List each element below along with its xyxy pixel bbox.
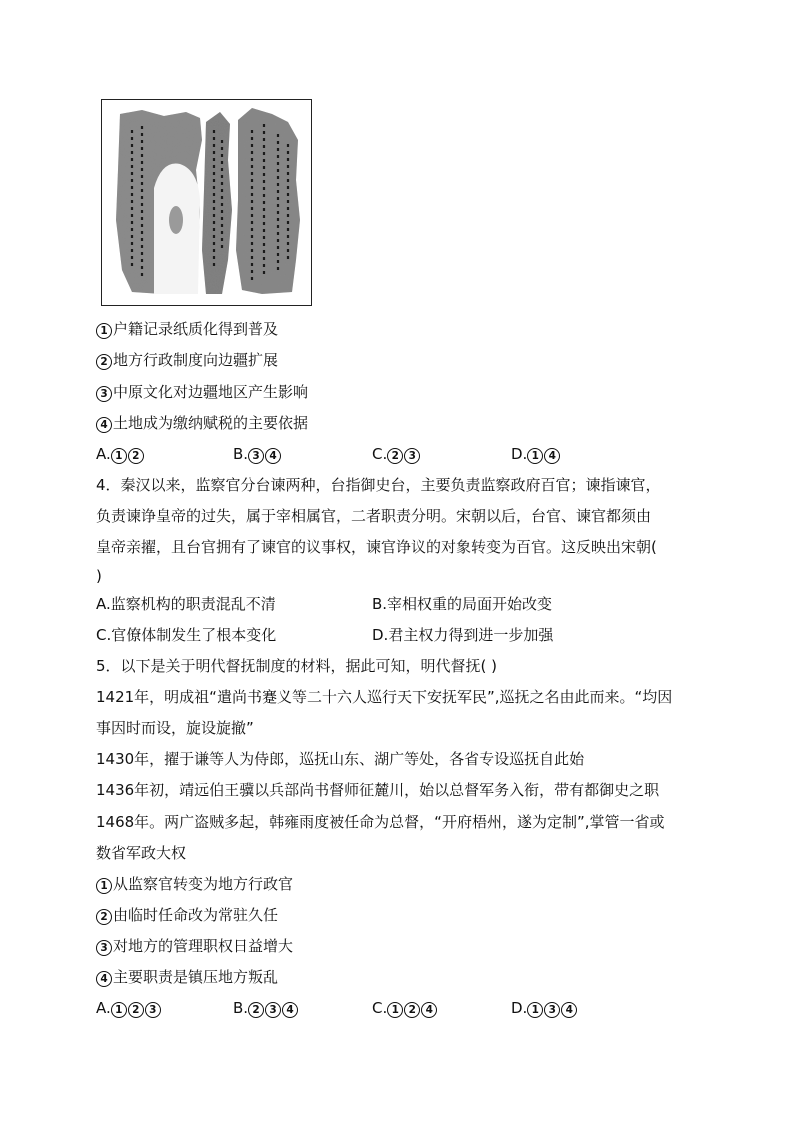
q5-material-line-4: 1436年初，靖远伯王骥以兵部尚书督师征麓川，始以总督军务入衔，带有都御史之职 <box>96 781 660 799</box>
q5-option-c[interactable] <box>372 998 438 1018</box>
q3-statement-1 <box>96 319 278 339</box>
statement-text: 中原文化对边疆地区产生影响 <box>113 383 309 401</box>
circled-number: 3 <box>404 448 420 464</box>
option-letter: C. <box>372 445 388 463</box>
circled-number: 2 <box>387 448 403 464</box>
circled-number: 1 <box>111 448 127 464</box>
option-letter: B. <box>233 999 249 1017</box>
circled-number: 4 <box>544 448 560 464</box>
circled-number: 3 <box>145 1002 161 1018</box>
q3-statement-3 <box>96 382 308 402</box>
circled-number: 4 <box>265 448 281 464</box>
statement-text: 对地方的管理职权日益增大 <box>113 937 294 955</box>
circled-number: 1 <box>527 1002 543 1018</box>
q5-material-line-3: 1430年，擢于谦等人为侍郎，巡抚山东、湖广等处，各省专设巡抚自此始 <box>96 750 585 768</box>
statement-text: 主要职责是镇压地方叛乱 <box>113 968 279 986</box>
option-letter: C. <box>372 999 388 1017</box>
circled-number: 2 <box>128 1002 144 1018</box>
q4-option-a[interactable]: A.监察机构的职责混乱不清 <box>96 595 276 613</box>
circled-number: 1 <box>96 878 112 894</box>
q4-stem-line-3: 皇帝亲擢，且台官拥有了谏官的议事权，谏官诤议的对象转变为百官。这反映出宋朝( <box>96 538 657 556</box>
q5-material-line-5: 1468年。两广盗贼多起，韩雍雨度被任命为总督，“开府梧州，遂为定制”,掌管一省或 <box>96 813 665 831</box>
option-letter: D. <box>511 999 528 1017</box>
q5-statement-1 <box>96 874 293 894</box>
circled-number: 4 <box>282 1002 298 1018</box>
circled-number: 3 <box>96 386 112 402</box>
q3-option-d[interactable] <box>511 444 561 464</box>
circled-number: 1 <box>387 1002 403 1018</box>
circled-number: 1 <box>111 1002 127 1018</box>
manuscript-fragments-image <box>102 100 312 306</box>
q5-material-line-1: 1421年，明成祖“遣尚书蹇义等二十六人巡行天下安抚军民”,巡抚之名由此而来。“均因 <box>96 688 673 706</box>
circled-number: 4 <box>561 1002 577 1018</box>
circled-number: 2 <box>128 448 144 464</box>
q5-material-line-6: 数省军政大权 <box>96 844 187 862</box>
circled-number: 2 <box>96 909 112 925</box>
q4-option-c[interactable]: C.官僚体制发生了根本变化 <box>96 626 277 644</box>
circled-number: 2 <box>248 1002 264 1018</box>
statement-text: 由临时任命改为常驻久任 <box>113 906 279 924</box>
circled-number: 4 <box>96 971 112 987</box>
q5-stem: 5．以下是关于明代督抚制度的材料，据此可知，明代督抚( ) <box>96 657 498 675</box>
q4-stem-line-1: 4．秦汉以来，监察官分台谏两种，台指御史台，主要负责监察政府百官；谏指谏官， <box>96 476 661 494</box>
q5-statement-2 <box>96 905 278 925</box>
option-letter: A. <box>96 999 111 1017</box>
q3-option-a[interactable] <box>96 444 145 464</box>
statement-text: 地方行政制度向边疆扩展 <box>113 351 279 369</box>
q5-statement-4 <box>96 967 278 987</box>
option-letter: D. <box>511 445 528 463</box>
q3-statement-2 <box>96 350 278 370</box>
q4-stem-line-4: ) <box>96 567 102 585</box>
q5-option-a[interactable] <box>96 998 162 1018</box>
q3-option-c[interactable] <box>372 444 421 464</box>
statement-text: 土地成为缴纳赋税的主要依据 <box>113 414 309 432</box>
circled-number: 2 <box>404 1002 420 1018</box>
circled-number: 1 <box>527 448 543 464</box>
q3-statement-4 <box>96 413 308 433</box>
q5-material-line-2: 事因时而设，旋设旋撤” <box>96 719 254 737</box>
q5-option-d[interactable] <box>511 998 578 1018</box>
option-letter: B. <box>233 445 249 463</box>
q5-statement-3 <box>96 936 293 956</box>
circled-number: 3 <box>248 448 264 464</box>
q4-option-d[interactable]: D.君主权力得到进一步加强 <box>372 626 554 644</box>
option-letter: A. <box>96 445 111 463</box>
statement-text: 从监察官转变为地方行政官 <box>113 875 294 893</box>
q5-option-b[interactable] <box>233 998 299 1018</box>
circled-number: 3 <box>265 1002 281 1018</box>
circled-number: 2 <box>96 354 112 370</box>
q4-option-b[interactable]: B.宰相权重的局面开始改变 <box>372 595 553 613</box>
q4-stem-line-2: 负责谏诤皇帝的过失，属于宰相属官，二者职责分明。宋朝以后，台官、谏官都须由 <box>96 507 652 525</box>
circled-number: 4 <box>96 417 112 433</box>
circled-number: 3 <box>544 1002 560 1018</box>
historical-document-photo <box>101 99 312 306</box>
circled-number: 4 <box>421 1002 437 1018</box>
q3-option-b[interactable] <box>233 444 282 464</box>
circled-number: 1 <box>96 323 112 339</box>
statement-text: 户籍记录纸质化得到普及 <box>113 320 279 338</box>
circled-number: 3 <box>96 940 112 956</box>
